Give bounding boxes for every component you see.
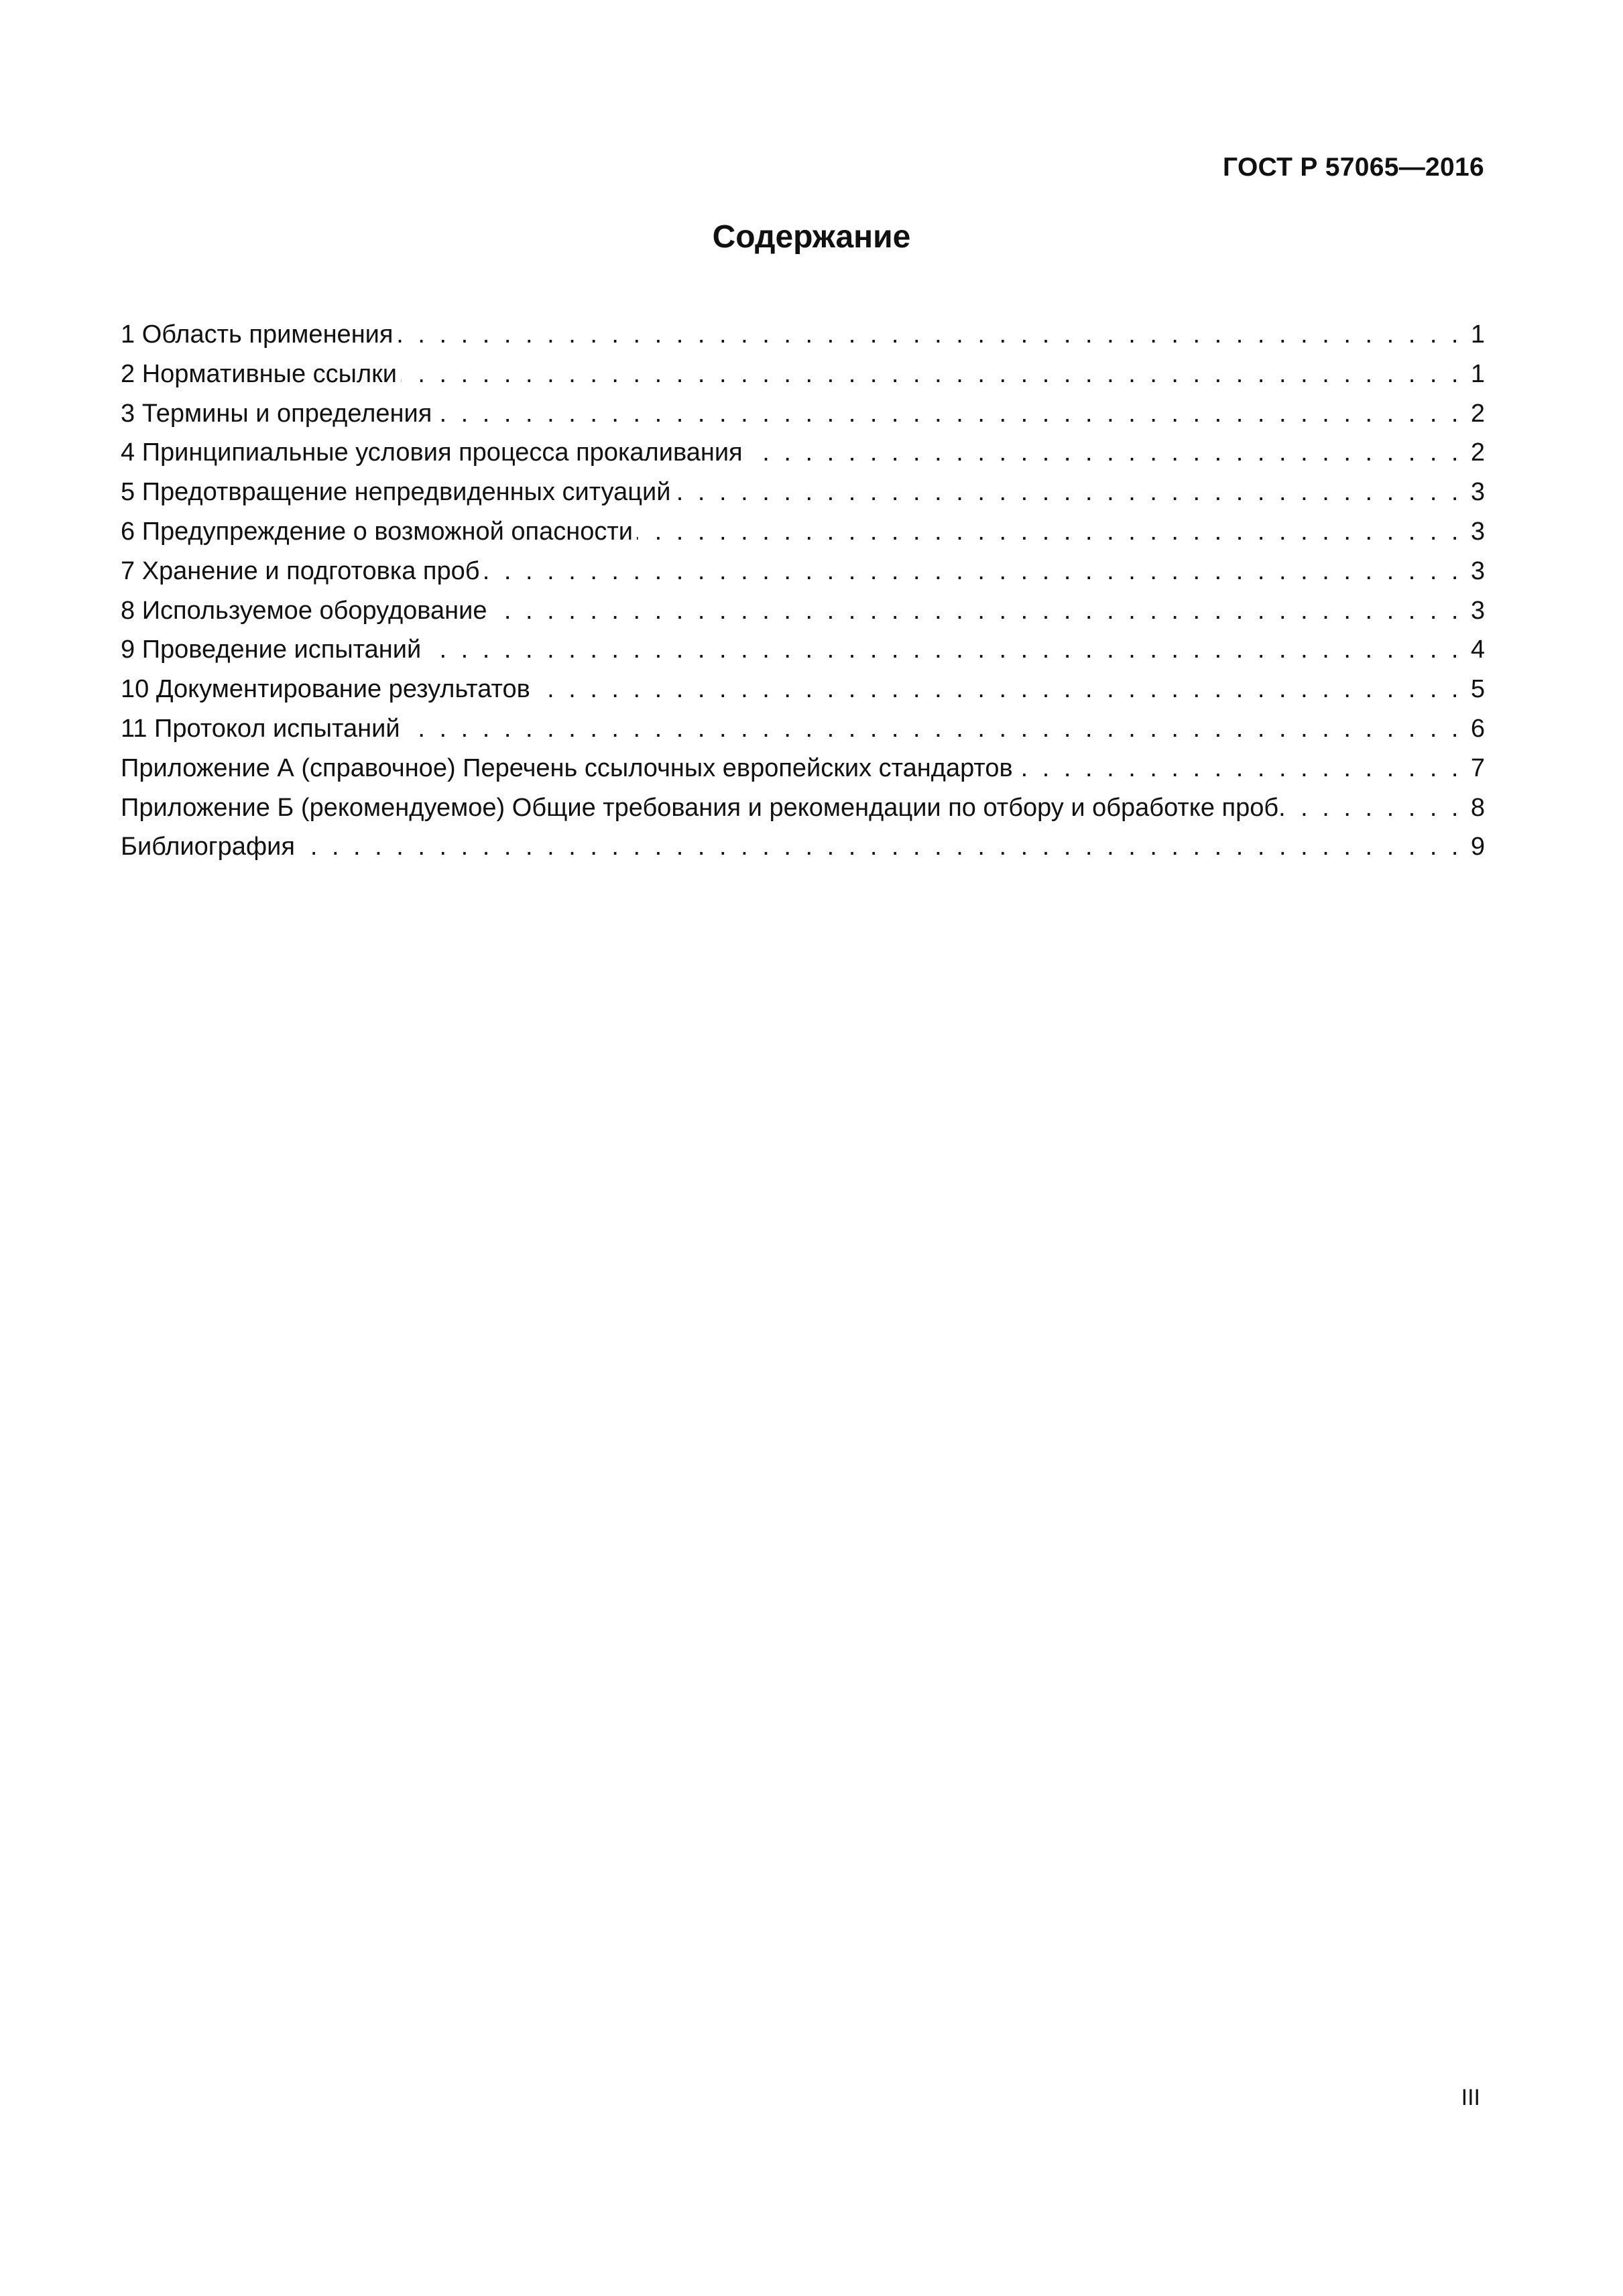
toc-entry-page: 5	[1470, 675, 1485, 704]
toc-entry-page: 1	[1470, 320, 1485, 349]
toc-leader-dots	[747, 433, 1462, 473]
toc-entry-label: 6 Предупреждение о возможной опасности	[121, 517, 633, 546]
toc-entry[interactable]	[121, 788, 1485, 828]
toc-entry[interactable]	[121, 591, 1485, 631]
toc-leader-dots	[534, 670, 1462, 709]
toc-entry-label: 5 Предотвращение непредвиденных ситуаций	[121, 478, 671, 507]
toc-leader-dots	[484, 552, 1462, 591]
toc-entry-label: 7 Хранение и подготовка проб	[121, 556, 480, 585]
toc-entry-label: 9 Проведение испытаний	[121, 636, 422, 664]
toc-entry[interactable]	[121, 630, 1485, 670]
toc-leader-dots	[637, 512, 1462, 552]
toc-entry[interactable]	[121, 827, 1485, 867]
toc-entry[interactable]	[121, 709, 1485, 749]
toc-entry[interactable]	[121, 355, 1485, 394]
toc-leader-dots	[675, 473, 1463, 512]
toc-leader-dots	[425, 630, 1462, 670]
toc-entry[interactable]	[121, 552, 1485, 591]
toc-entry-page: 3	[1470, 478, 1485, 507]
toc-entry-page: 2	[1470, 438, 1485, 467]
toc-entry[interactable]	[121, 749, 1485, 788]
toc-entry-page: 8	[1470, 793, 1485, 822]
toc-entry-page: 3	[1470, 596, 1485, 625]
toc-leader-dots	[299, 827, 1462, 867]
toc-entry[interactable]	[121, 473, 1485, 512]
toc-leader-dots	[397, 315, 1462, 355]
toc-entry-page: 3	[1470, 556, 1485, 585]
toc-entry-page: 1	[1470, 359, 1485, 388]
toc-leader-dots	[1290, 788, 1462, 828]
toc-leader-dots	[404, 709, 1462, 749]
toc-entry-page: 6	[1470, 714, 1485, 743]
toc-entry-page: 3	[1470, 517, 1485, 546]
toc-leader-dots	[491, 591, 1462, 631]
toc-entry-label: 10 Документирование результатов	[121, 675, 530, 704]
toc-entry-page: 2	[1470, 399, 1485, 428]
toc-entry-label: Библиография	[121, 833, 295, 861]
toc-entry-label: 3 Термины и определения	[121, 399, 432, 428]
toc-leader-dots	[1017, 749, 1462, 788]
toc-title: Содержание	[712, 219, 911, 255]
toc-entry[interactable]	[121, 512, 1485, 552]
toc-entry[interactable]	[121, 433, 1485, 473]
toc-leader-dots	[401, 355, 1462, 394]
toc-leader-dots	[436, 394, 1462, 434]
toc-entry-label: 11 Протокол испытаний	[121, 714, 400, 743]
standard-id: ГОСТ Р 57065—2016	[1223, 153, 1484, 182]
toc-entry[interactable]	[121, 394, 1485, 434]
toc-entry-page: 7	[1470, 753, 1485, 782]
toc-entry-label: 1 Область применения	[121, 320, 394, 349]
toc-entry-page: 9	[1470, 833, 1485, 861]
toc-entry-label: Приложение А (справочное) Перечень ссылочных европейских стандартов	[121, 753, 1013, 782]
page-number: III	[1461, 2085, 1480, 2110]
table-of-contents	[121, 315, 1485, 867]
toc-entry-label: 4 Принципиальные условия процесса прокаливания	[121, 438, 743, 467]
toc-entry-page: 4	[1470, 636, 1485, 664]
toc-entry[interactable]	[121, 315, 1485, 355]
toc-entry-label: 2 Нормативные ссылки	[121, 359, 397, 388]
toc-entry-label: 8 Используемое оборудование	[121, 596, 487, 625]
toc-entry-label: Приложение Б (рекомендуемое) Общие требования и рекомендации по отбору и обработке проб.	[121, 793, 1286, 822]
toc-entry[interactable]	[121, 670, 1485, 709]
